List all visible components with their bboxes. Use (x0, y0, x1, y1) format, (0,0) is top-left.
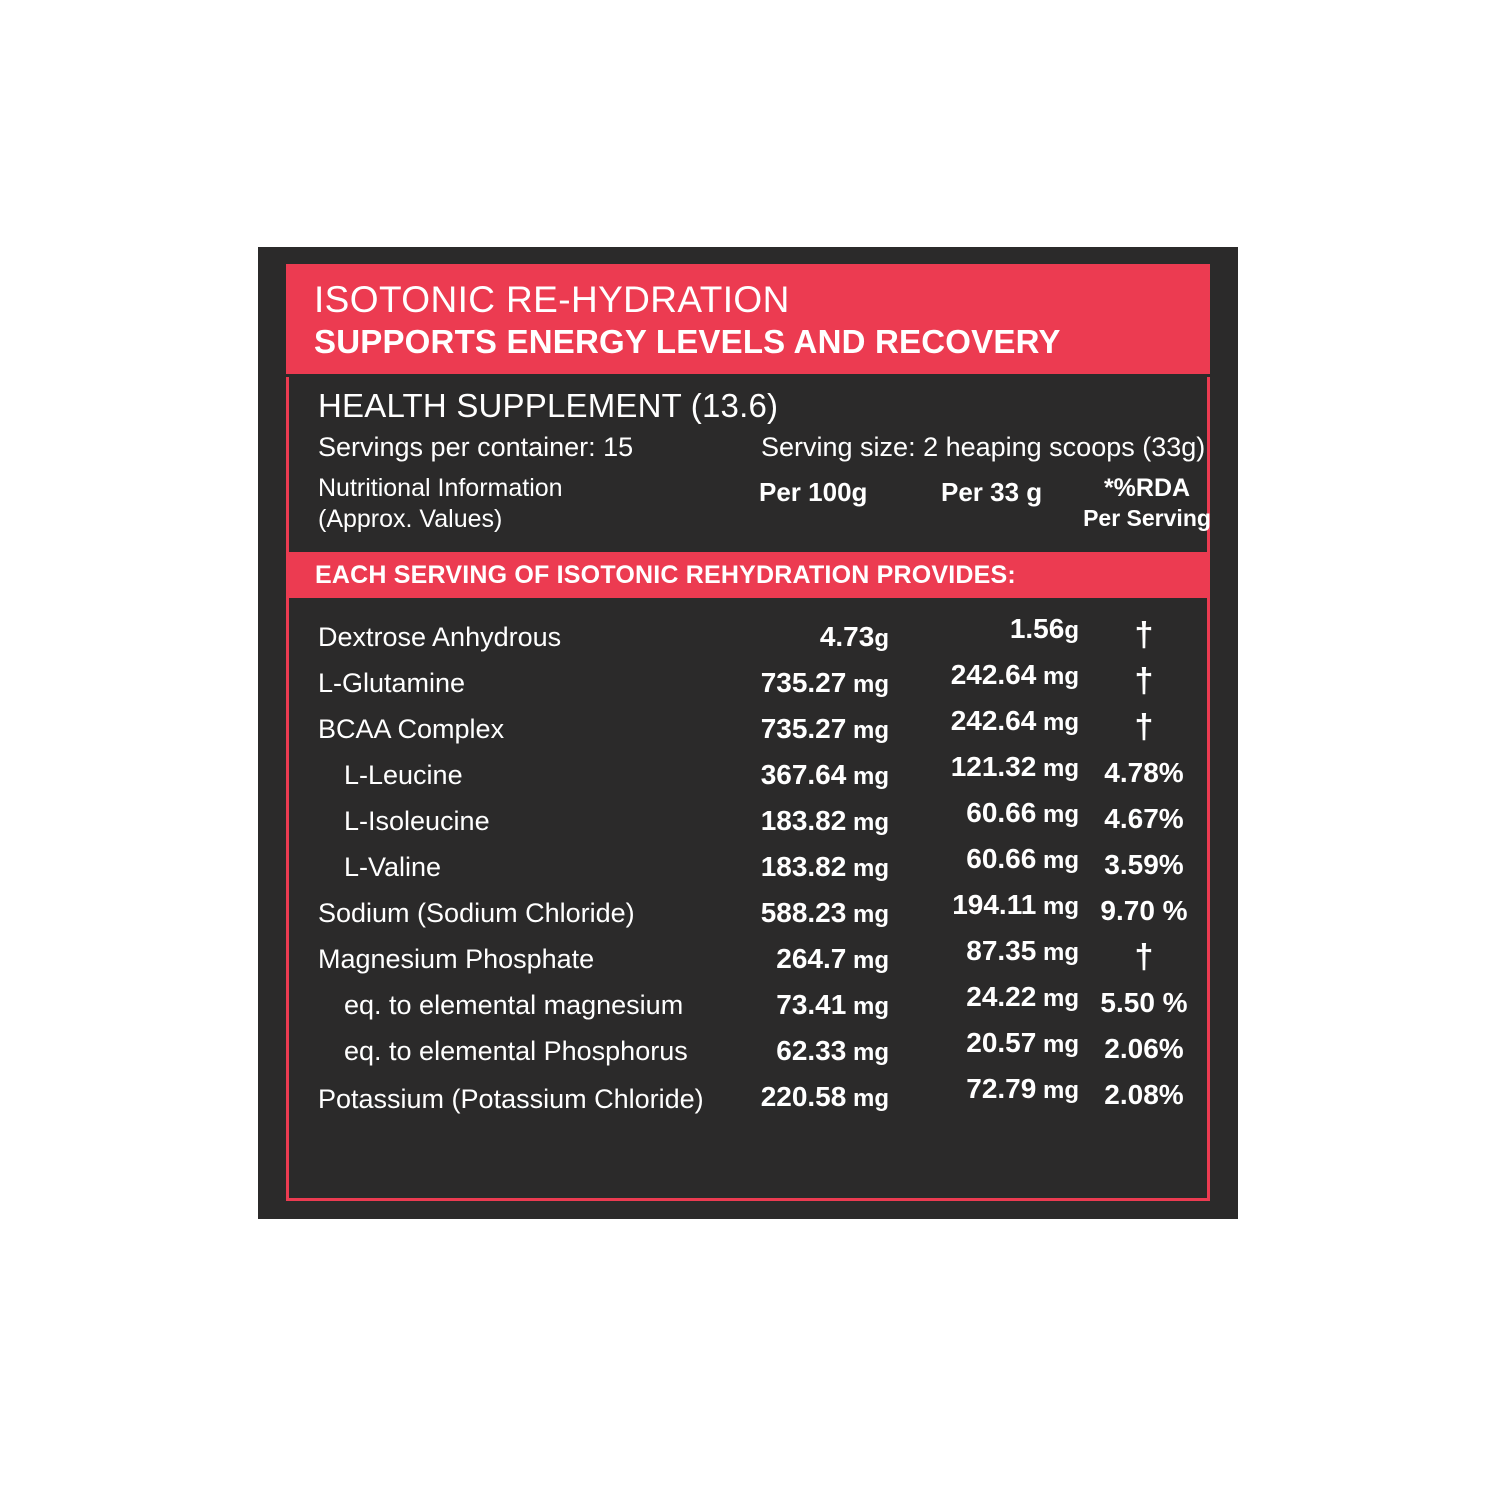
ingredient-name: L-Valine (344, 852, 442, 882)
value-per-33g (899, 746, 1079, 790)
value-per-100g (609, 892, 889, 936)
column-header-per-33g: Per 33 g (941, 477, 1043, 507)
value-per-33g-unit: mg (1036, 755, 1079, 782)
ingredient-name: L-Leucine (344, 760, 463, 790)
value-per-33g-number: 121.32 (950, 751, 1037, 782)
value-per-33g-number: 72.79 (966, 1073, 1037, 1104)
supplement-info-block (286, 377, 1210, 552)
value-per-33g (899, 976, 1079, 1020)
value-per-33g (899, 838, 1079, 882)
value-per-33g (899, 654, 1079, 698)
ingredient-name: BCAA Complex (318, 714, 505, 744)
value-per-100g (609, 708, 889, 752)
servings-per-container: Servings per container: 15 (318, 432, 634, 462)
value-rda: 2.08% (1104, 1079, 1184, 1110)
value-per-100g-unit: mg (846, 855, 889, 882)
value-per-100g-number: 735.27 (760, 667, 847, 698)
value-per-100g-number: 220.58 (760, 1081, 847, 1112)
value-per-33g (899, 930, 1079, 974)
value-per-100g-number: 62.33 (776, 1035, 847, 1066)
value-per-33g-unit: mg (1036, 985, 1079, 1012)
value-per-100g (609, 1076, 889, 1120)
value-per-100g-unit: mg (846, 993, 889, 1020)
value-per-33g-number: 242.64 (950, 705, 1037, 736)
nutritional-information-label (318, 473, 563, 535)
value-per-100g (609, 616, 889, 660)
value-per-33g-number: 87.35 (966, 935, 1037, 966)
rda-dagger-icon: † (1134, 616, 1154, 654)
rda-dagger-icon: † (1134, 938, 1154, 976)
value-per-33g-unit: mg (1036, 847, 1079, 874)
value-per-33g-number: 24.22 (966, 981, 1037, 1012)
rda-dagger-icon: † (1134, 662, 1154, 700)
ingredient-name: eq. to elemental Phosphorus (344, 1036, 688, 1066)
column-header-rda (1082, 473, 1212, 533)
value-per-33g-unit: mg (1036, 709, 1079, 736)
product-title-banner (286, 264, 1210, 374)
value-rda: 4.67% (1104, 803, 1184, 834)
value-per-100g (609, 662, 889, 706)
value-per-33g-unit: mg (1036, 893, 1079, 920)
value-per-100g-number: 183.82 (760, 805, 847, 836)
column-header-per-100g: Per 100g (759, 477, 868, 507)
value-per-33g-unit: mg (1036, 1031, 1079, 1058)
value-per-100g-number: 367.64 (760, 759, 847, 790)
value-per-100g-unit: mg (846, 947, 889, 974)
nutritional-information-line2: (Approx. Values) (318, 505, 503, 533)
value-per-100g-unit: mg (846, 717, 889, 744)
table-row (289, 1073, 1207, 1168)
product-title: ISOTONIC RE-HYDRATION (314, 279, 790, 320)
value-per-33g-unit: mg (1036, 939, 1079, 966)
value-per-100g (609, 800, 889, 844)
value-per-100g-unit: g (874, 625, 889, 652)
nutritional-information-line1: Nutritional Information (318, 474, 563, 502)
ingredient-name: eq. to elemental magnesium (344, 990, 684, 1020)
ingredient-name: Magnesium Phosphate (318, 944, 595, 974)
value-rda: 5.50 % (1100, 987, 1188, 1018)
value-per-33g-unit: g (1064, 617, 1079, 644)
value-rda: 3.59% (1104, 849, 1184, 880)
each-serving-banner (286, 552, 1210, 598)
value-per-100g-unit: mg (846, 1085, 889, 1112)
column-header-rda-line2: Per Serving (1083, 505, 1211, 531)
column-headers-row (318, 473, 1211, 543)
value-per-33g (899, 700, 1079, 744)
rda-dagger-icon: † (1134, 708, 1154, 746)
value-rda: 4.78% (1104, 757, 1184, 788)
value-per-100g (609, 1030, 889, 1074)
ingredient-table (286, 598, 1210, 1201)
value-per-100g-unit: mg (846, 809, 889, 836)
value-rda: 2.06% (1104, 1033, 1184, 1064)
value-per-33g (899, 608, 1079, 652)
value-per-100g (609, 846, 889, 890)
ingredient-name: L-Isoleucine (344, 806, 490, 836)
value-per-100g-number: 183.82 (760, 851, 847, 882)
value-per-100g (609, 754, 889, 798)
value-per-33g (899, 884, 1079, 928)
value-per-100g (609, 984, 889, 1028)
value-per-33g (899, 1022, 1079, 1066)
value-per-33g-number: 60.66 (966, 843, 1037, 874)
value-per-100g (609, 938, 889, 982)
value-per-33g-number: 194.11 (952, 889, 1037, 920)
value-per-33g-unit: mg (1036, 1077, 1079, 1104)
value-per-100g-number: 735.27 (760, 713, 847, 744)
health-supplement-title: HEALTH SUPPLEMENT (13.6) (318, 387, 779, 424)
value-per-100g-number: 588.23 (760, 897, 847, 928)
serving-size: Serving size: 2 heaping scoops (33g) (761, 432, 1206, 462)
value-per-33g (899, 1068, 1079, 1112)
value-per-33g-number: 60.66 (966, 797, 1037, 828)
value-per-33g-number: 242.64 (950, 659, 1037, 690)
ingredient-name: Potassium (Potassium Chloride) (318, 1084, 704, 1114)
ingredient-name: L-Glutamine (318, 668, 466, 698)
ingredient-rows (289, 613, 1207, 1168)
value-per-33g-unit: mg (1036, 801, 1079, 828)
value-per-100g-unit: mg (846, 901, 889, 928)
value-per-100g-number: 4.73 (819, 621, 875, 652)
value-rda: 9.70 % (1100, 895, 1188, 926)
value-per-100g-unit: mg (846, 1039, 889, 1066)
column-header-rda-line1: *%RDA (1103, 474, 1191, 502)
value-per-100g-number: 73.41 (776, 989, 847, 1020)
nutrition-label-panel (258, 247, 1238, 1219)
value-per-33g-number: 1.56 (1009, 613, 1065, 644)
ingredient-name: Dextrose Anhydrous (318, 622, 562, 652)
value-per-100g-unit: mg (846, 763, 889, 790)
servings-row (318, 427, 1207, 469)
ingredient-name: Sodium (Sodium Chloride) (318, 898, 635, 928)
value-per-100g-unit: mg (846, 671, 889, 698)
each-serving-banner-text: EACH SERVING OF ISOTONIC REHYDRATION PROVIDES: (315, 560, 1016, 589)
value-per-33g (899, 792, 1079, 836)
value-per-100g-number: 264.7 (776, 943, 847, 974)
product-subtitle: SUPPORTS ENERGY LEVELS AND RECOVERY (314, 323, 1061, 360)
value-per-33g-unit: mg (1036, 663, 1079, 690)
value-per-33g-number: 20.57 (966, 1027, 1037, 1058)
